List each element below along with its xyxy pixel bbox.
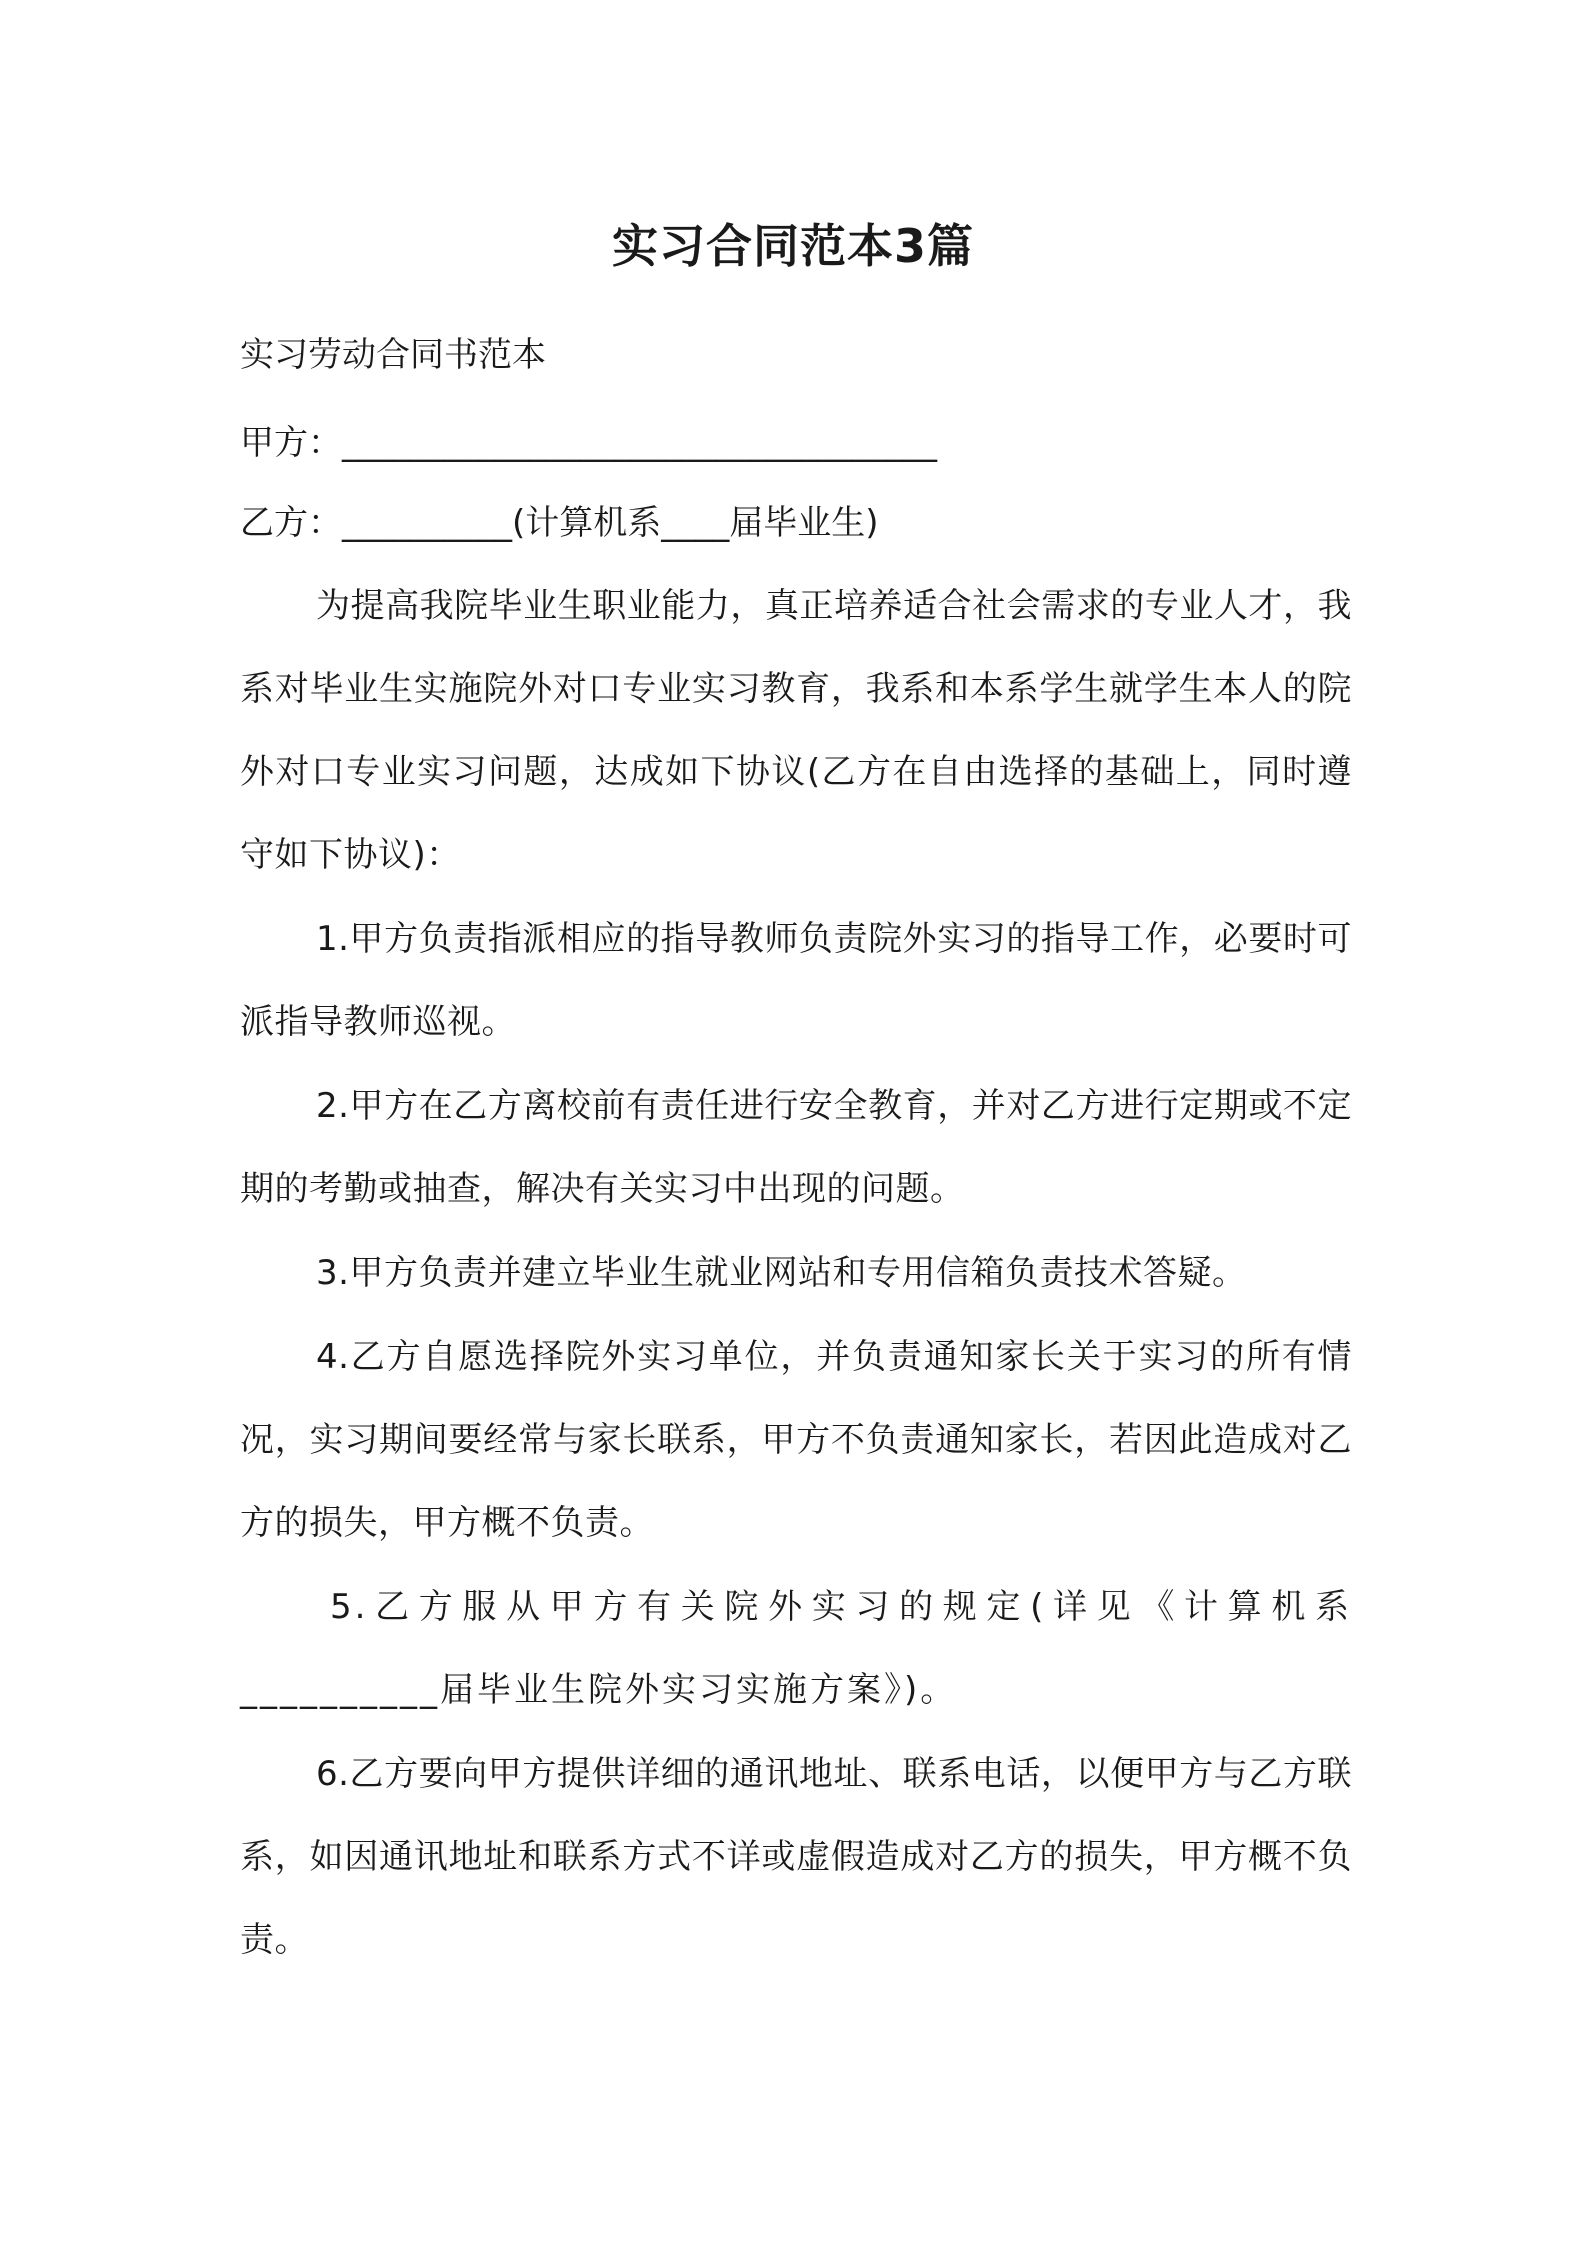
clause-3: 3.甲方负责并建立毕业生就业网站和专用信箱负责技术答疑。 <box>316 1253 1247 1293</box>
clause-4: 4.乙方自愿选择院外实习单位，并负责通知家长关于实习的所有情况，实习期间要经常与家长联系，甲方不负责通知家长，若因此造成对乙方的损失，甲方概不负责。 <box>240 1337 1352 1543</box>
contract-subtitle: 实习劳动合同书范本 <box>240 335 546 375</box>
party-a-line: 甲方：___________________________________ <box>240 423 937 463</box>
intro-paragraph: 为提高我院毕业生职业能力，真正培养适合社会需求的专业人才，我系对毕业生实施院外对口专业实习教育，我系和本系学生就学生本人的院外对口专业实习问题，达成如下协议(乙方在自由选择的基础上，同时遵守如下协议)： <box>240 586 1352 875</box>
clause-5: 5.乙方服从甲方有关院外实习的规定(详见《计算机系__________届毕业生院外实习实施方案》)。 <box>240 1587 1352 1710</box>
document-title: 实习合同范本3篇 <box>611 219 974 273</box>
clause-2: 2.甲方在乙方离校前有责任进行安全教育，并对乙方进行定期或不定期的考勤或抽查，解决有关实习中出现的问题。 <box>240 1086 1352 1209</box>
clause-6: 6.乙方要向甲方提供详细的通讯地址、联系电话，以便甲方与乙方联系，如因通讯地址和联系方式不详或虚假造成对乙方的损失，甲方概不负责。 <box>240 1754 1352 1960</box>
party-b-line: 乙方：__________(计算机系____届毕业生) <box>240 503 879 543</box>
clause-1: 1.甲方负责指派相应的指导教师负责院外实习的指导工作，必要时可派指导教师巡视。 <box>240 919 1352 1042</box>
